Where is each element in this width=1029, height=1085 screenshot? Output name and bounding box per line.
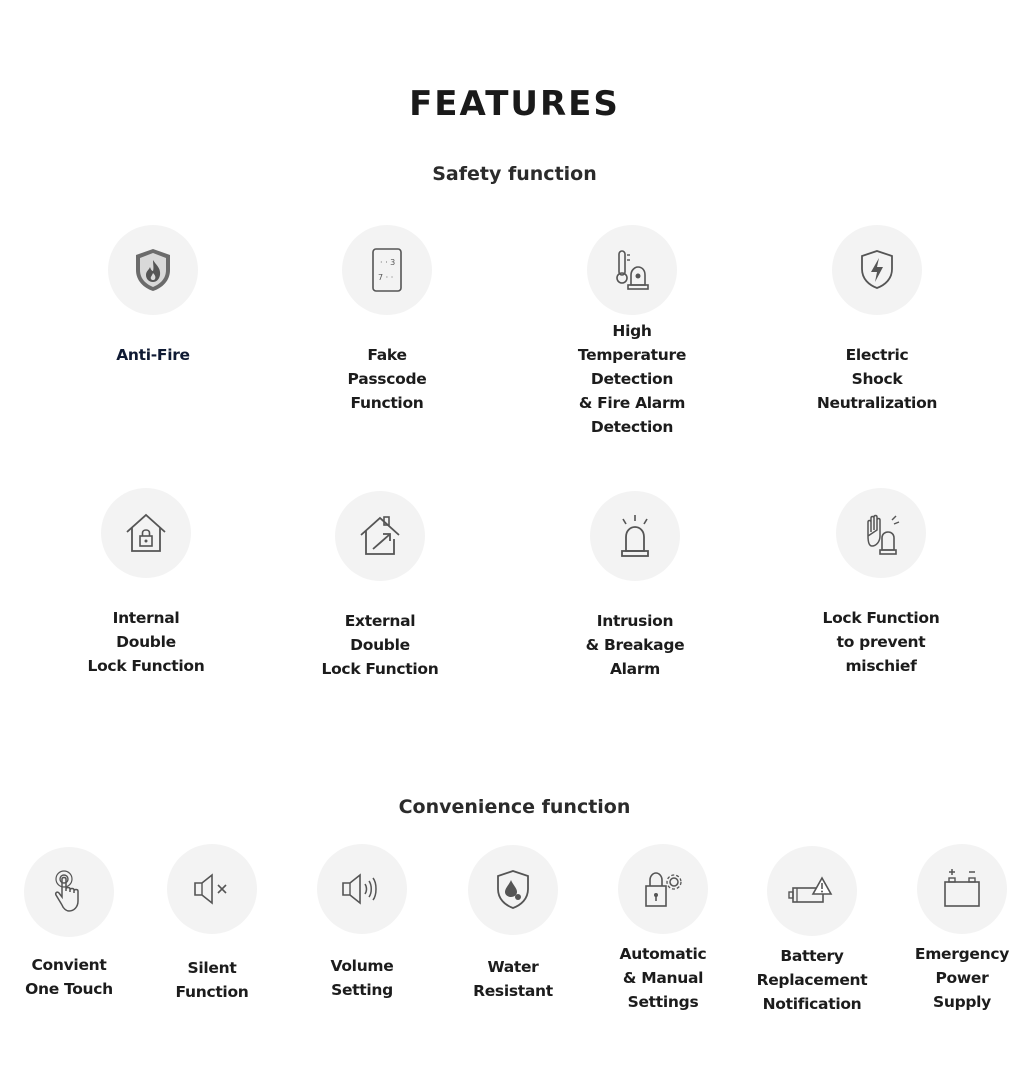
feature-water-resistant [438,845,588,1003]
icon-background [590,491,680,581]
icon-background [317,844,407,934]
feature-label: Water Resistant [473,958,553,1000]
feature-label: External Double Lock Function [321,612,439,678]
water-shield-icon [486,863,540,917]
feature-label: Emergency Power Supply [914,945,1010,1011]
feature-anti-fire [58,225,248,367]
temperature-alarm-icon [605,243,659,297]
shock-shield-icon [850,243,904,297]
feature-battery-notification [737,846,887,1016]
siren-icon [608,509,662,563]
feature-label: Convient One Touch [25,956,113,998]
speaker-mute-icon [185,862,239,916]
feature-mischief-lock [786,488,976,678]
feature-label: Battery Replacement Notification [756,947,868,1013]
touch-hand-icon [42,865,96,919]
convenience-section-title: Convenience function [398,796,631,818]
feature-intrusion-alarm [540,491,730,681]
feature-label: Lock Function to prevent mischief [822,609,940,675]
icon-background [767,846,857,936]
icon-background [832,225,922,315]
house-lock-icon [119,506,173,560]
feature-label: Fake Passcode Function [347,346,427,412]
feature-external-double-lock [285,491,475,681]
feature-one-touch [0,847,144,1001]
hand-lock-icon [854,506,908,560]
icon-background [587,225,677,315]
feature-auto-manual-settings [588,844,738,1014]
feature-label: Anti-Fire [116,346,190,364]
icon-background [335,491,425,581]
icon-background [618,844,708,934]
feature-label: Volume Setting [330,957,394,999]
feature-fake-passcode [292,225,482,415]
page-title: FEATURES [409,84,620,124]
feature-electric-shock [782,225,972,415]
safety-section-title: Safety function [432,163,597,185]
icon-background [167,844,257,934]
feature-label: High Temperature Detection & Fire Alarm Detection [577,322,687,436]
icon-background [342,225,432,315]
icon-background [468,845,558,935]
lock-gear-icon [636,862,690,916]
feature-volume [287,844,437,1002]
feature-label: Intrusion & Breakage Alarm [585,612,685,678]
feature-label: Silent Function [175,959,249,1001]
icon-background [836,488,926,578]
icon-background [108,225,198,315]
car-battery-icon [935,862,989,916]
feature-label: Internal Double Lock Function [87,609,205,675]
icon-background [24,847,114,937]
svg-text:7 · ·: 7 · · [378,273,394,282]
feature-silent [137,844,287,1004]
fire-shield-icon [126,243,180,297]
feature-emergency-power [887,844,1029,1014]
svg-text:· · 3: · · 3 [380,258,396,267]
feature-high-temperature [537,225,727,439]
feature-label: Automatic & Manual Settings [619,945,707,1011]
speaker-volume-icon [335,862,389,916]
keypad-icon [360,243,414,297]
feature-internal-double-lock [51,488,241,678]
icon-background [101,488,191,578]
icon-background [917,844,1007,934]
feature-label: Electric Shock Neutralization [816,346,938,412]
battery-warning-icon [785,864,839,918]
house-arrow-icon [353,509,407,563]
